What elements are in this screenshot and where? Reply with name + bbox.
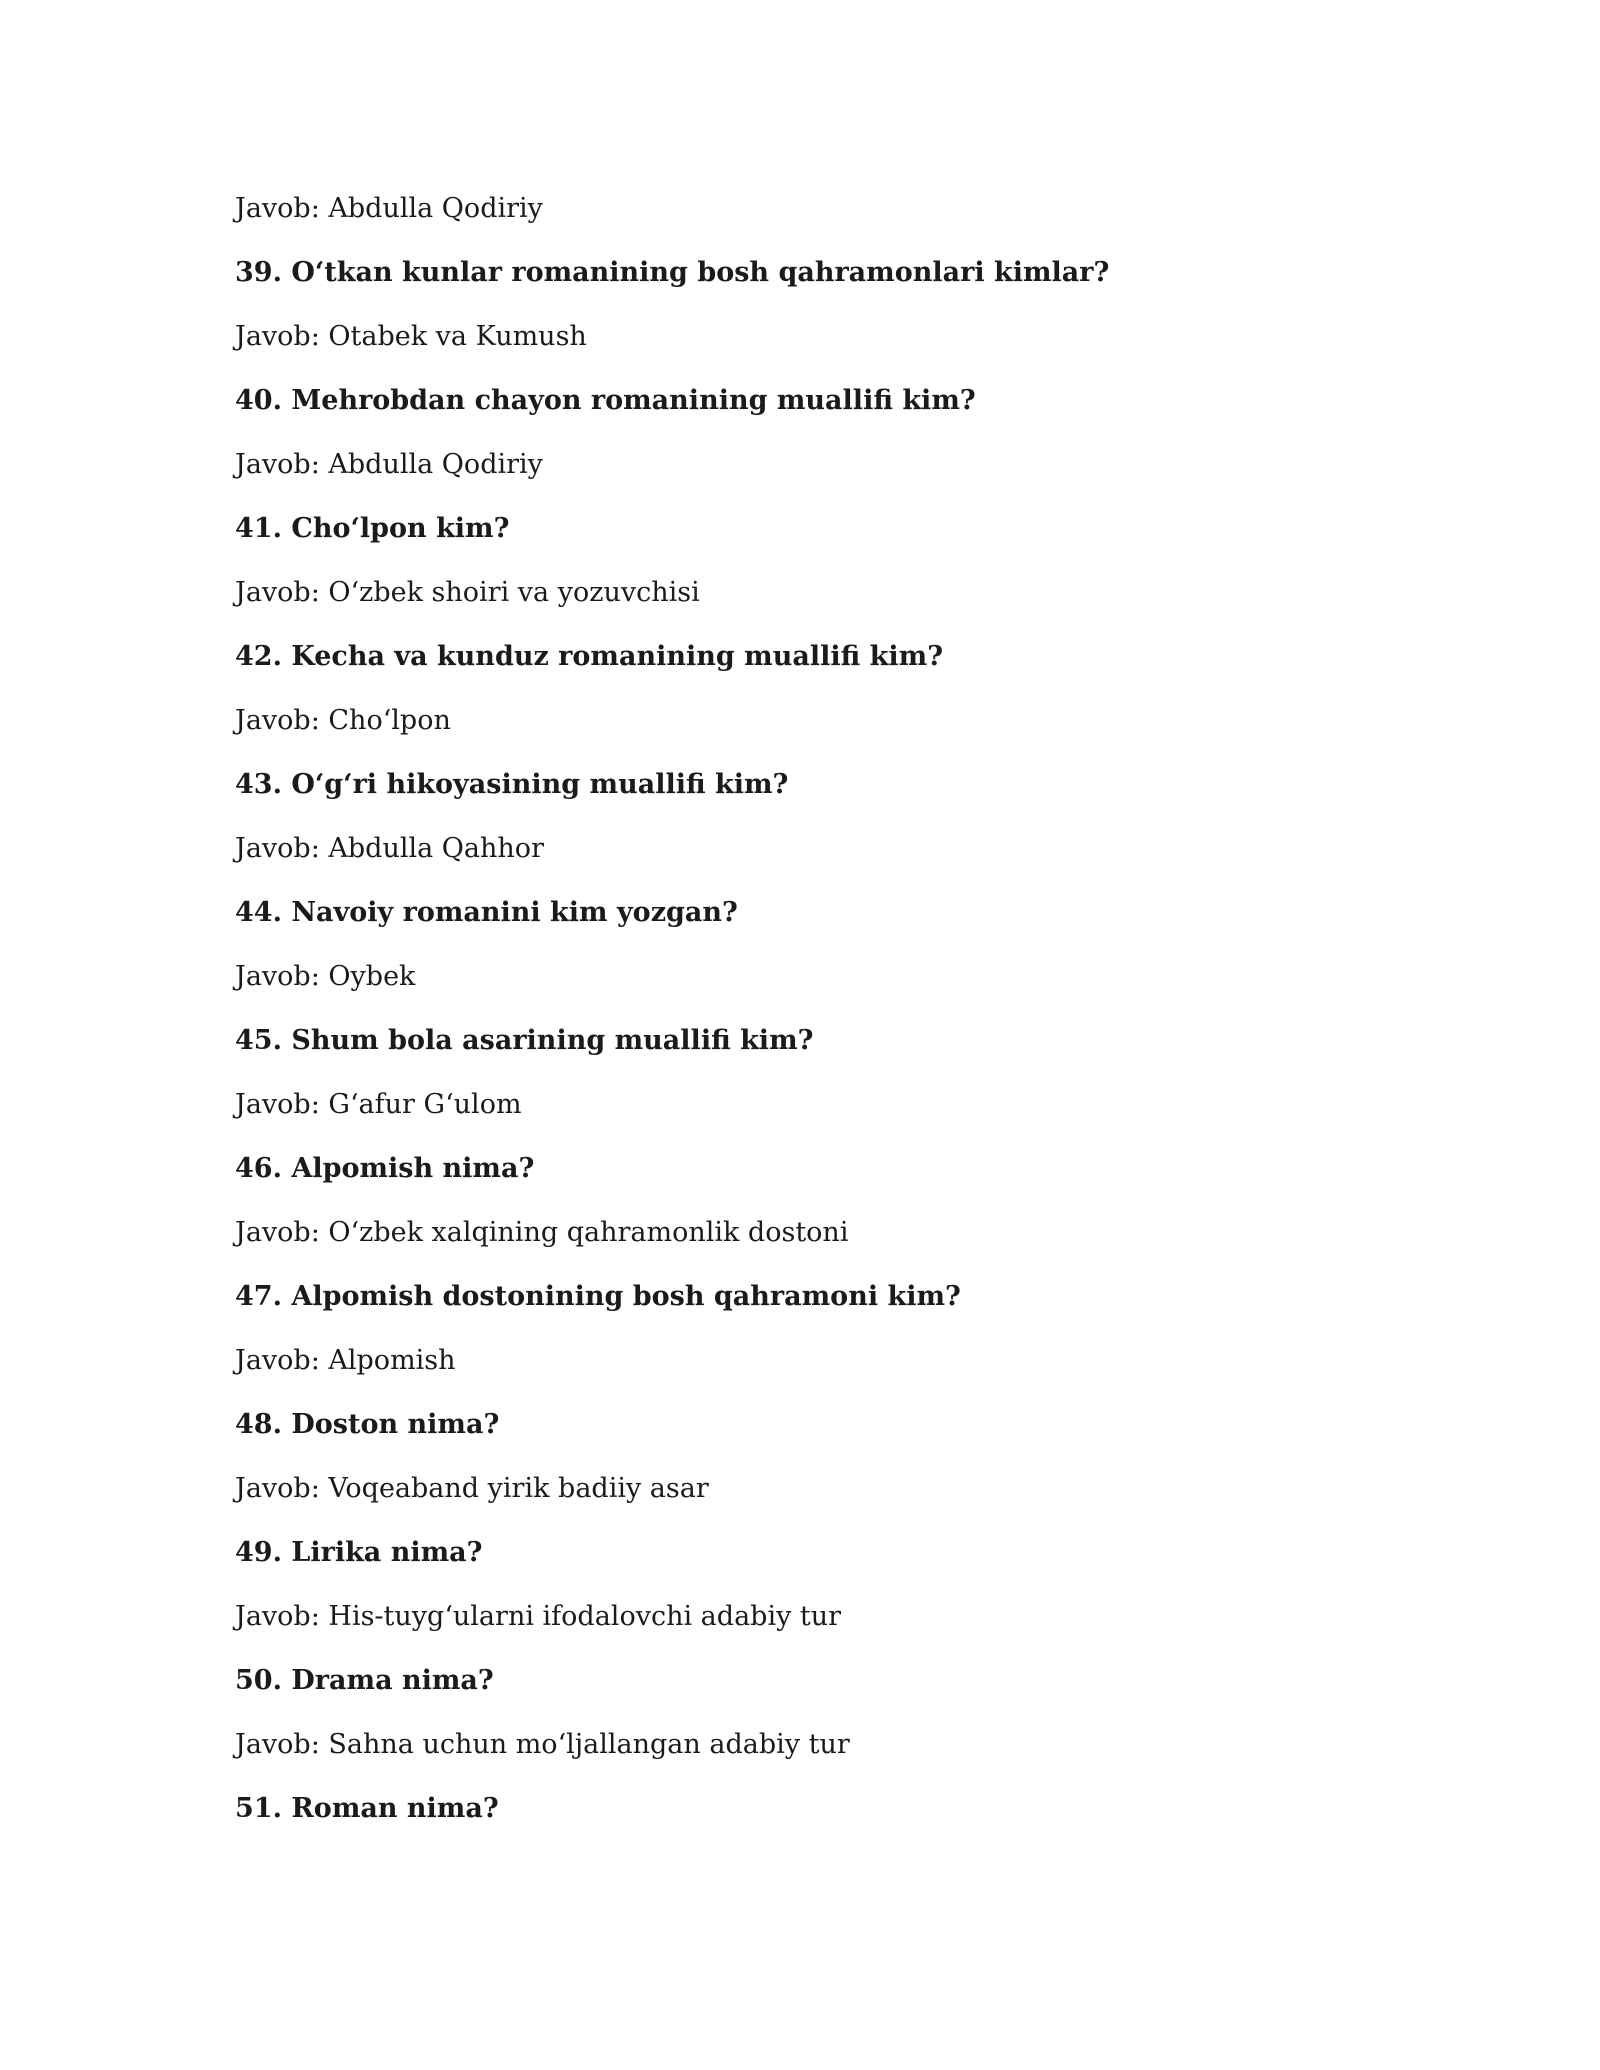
- answer-line: Javob: Abdulla Qodiriy: [235, 193, 543, 224]
- question-line: 51. Roman nima?: [235, 1793, 499, 1824]
- question-line: 40. Mehrobdan chayon romanining muallifi kim?: [235, 385, 976, 416]
- question-line: 47. Alpomish dostonining bosh qahramoni kim?: [235, 1281, 961, 1312]
- answer-line: Javob: Voqeaband yirik badiiy asar: [235, 1473, 709, 1504]
- qa-list: [235, 177, 1435, 1841]
- answer-line: Javob: His-tuyg‘ularni ifodalovchi adabiy tur: [235, 1601, 842, 1632]
- question-line: 41. Cho‘lpon kim?: [235, 513, 510, 544]
- question-line: 44. Navoiy romanini kim yozgan?: [235, 897, 738, 928]
- answer-line: Javob: Abdulla Qodiriy: [235, 449, 543, 480]
- question-line: 42. Kecha va kunduz romanining muallifi kim?: [235, 641, 944, 672]
- answer-line: Javob: Cho‘lpon: [235, 705, 451, 736]
- question-line: 48. Doston nima?: [235, 1409, 500, 1440]
- answer-line: Javob: G‘afur G‘ulom: [235, 1089, 522, 1120]
- answer-line: Javob: Oybek: [235, 961, 416, 992]
- question-line: 45. Shum bola asarining muallifi kim?: [235, 1025, 814, 1056]
- answer-line: Javob: O‘zbek shoiri va yozuvchisi: [235, 577, 700, 608]
- answer-line: Javob: Alpomish: [235, 1345, 456, 1376]
- question-line: 50. Drama nima?: [235, 1665, 494, 1696]
- question-line: 39. O‘tkan kunlar romanining bosh qahramonlari kimlar?: [235, 257, 1110, 288]
- answer-line: Javob: Sahna uchun mo‘ljallangan adabiy tur: [235, 1729, 850, 1760]
- answer-line: Javob: Abdulla Qahhor: [235, 833, 544, 864]
- question-line: 46. Alpomish nima?: [235, 1153, 535, 1184]
- question-line: 49. Lirika nima?: [235, 1537, 483, 1568]
- question-line: 43. O‘g‘ri hikoyasining muallifi kim?: [235, 769, 789, 800]
- answer-line: Javob: Otabek va Kumush: [235, 321, 587, 352]
- answer-line: Javob: O‘zbek xalqining qahramonlik dostoni: [235, 1217, 849, 1248]
